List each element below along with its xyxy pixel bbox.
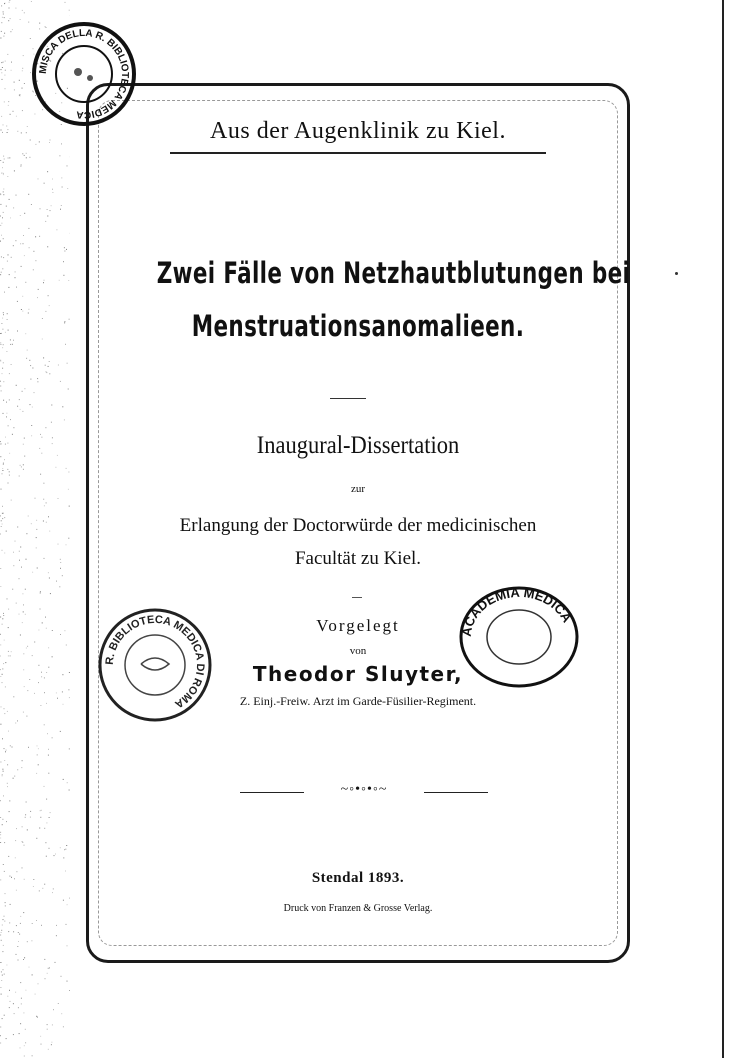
ornamental-divider xyxy=(240,782,488,800)
ornament-glyphs: ~◦•◦•◦~ xyxy=(340,782,388,797)
von-label: von xyxy=(349,645,367,657)
title-line-1: Zwei Fälle von Netzhautblutungen bei xyxy=(156,256,631,290)
right-margin-line xyxy=(722,0,724,1058)
author-name: Theodor Sluyter, xyxy=(252,662,464,686)
svg-text:R. BIBLIOTECA MEDICA DI ROMA xyxy=(104,614,206,710)
vorgelegt-label: Vorgelegt xyxy=(316,616,400,635)
zur-label: zur xyxy=(350,483,366,495)
small-separator xyxy=(352,597,362,598)
svg-text:ACADEMIA MEDICA xyxy=(459,585,575,638)
left-edge-speckle xyxy=(0,0,70,1058)
dissertation-label: Inaugural-Dissertation xyxy=(256,432,460,459)
institute-header: Aus der Augenklinik zu Kiel. xyxy=(210,118,506,144)
ornament-line-right xyxy=(424,792,488,793)
library-stamp-middle-left xyxy=(96,606,214,724)
author-position: Z. Einj.-Freiw. Arzt im Garde-Füsilier-Regiment. xyxy=(239,694,477,708)
stray-ink-dot xyxy=(675,272,678,275)
place-and-year: Stendal 1893. xyxy=(311,870,405,886)
stamp-middle-right-text: ACADEMIA MEDICA xyxy=(458,584,575,638)
stamp-top-text: MISCA DELLA R. BIBLIOTECA MEDICA xyxy=(37,27,131,121)
printer-line: Druck von Franzen & Grosse Verlag. xyxy=(283,903,433,914)
title-line-2: Menstruationsanomalieen. xyxy=(191,309,525,343)
title-separator xyxy=(330,398,366,399)
purpose-line-2: Facultät zu Kiel. xyxy=(294,548,422,569)
stamp-middle-left-text: R. BIBLIOTECA MEDICA DI ROMA xyxy=(103,613,207,711)
academy-stamp-middle-right xyxy=(456,584,582,690)
library-stamp-top-left xyxy=(30,20,138,128)
svg-text:MISCA DELLA R. BIBLIOTECA MEDI xyxy=(38,28,130,120)
header-underline xyxy=(170,152,546,154)
purpose-line-1: Erlangung der Doctorwürde der medicinischen xyxy=(179,515,537,536)
ornament-line-left xyxy=(240,792,304,793)
